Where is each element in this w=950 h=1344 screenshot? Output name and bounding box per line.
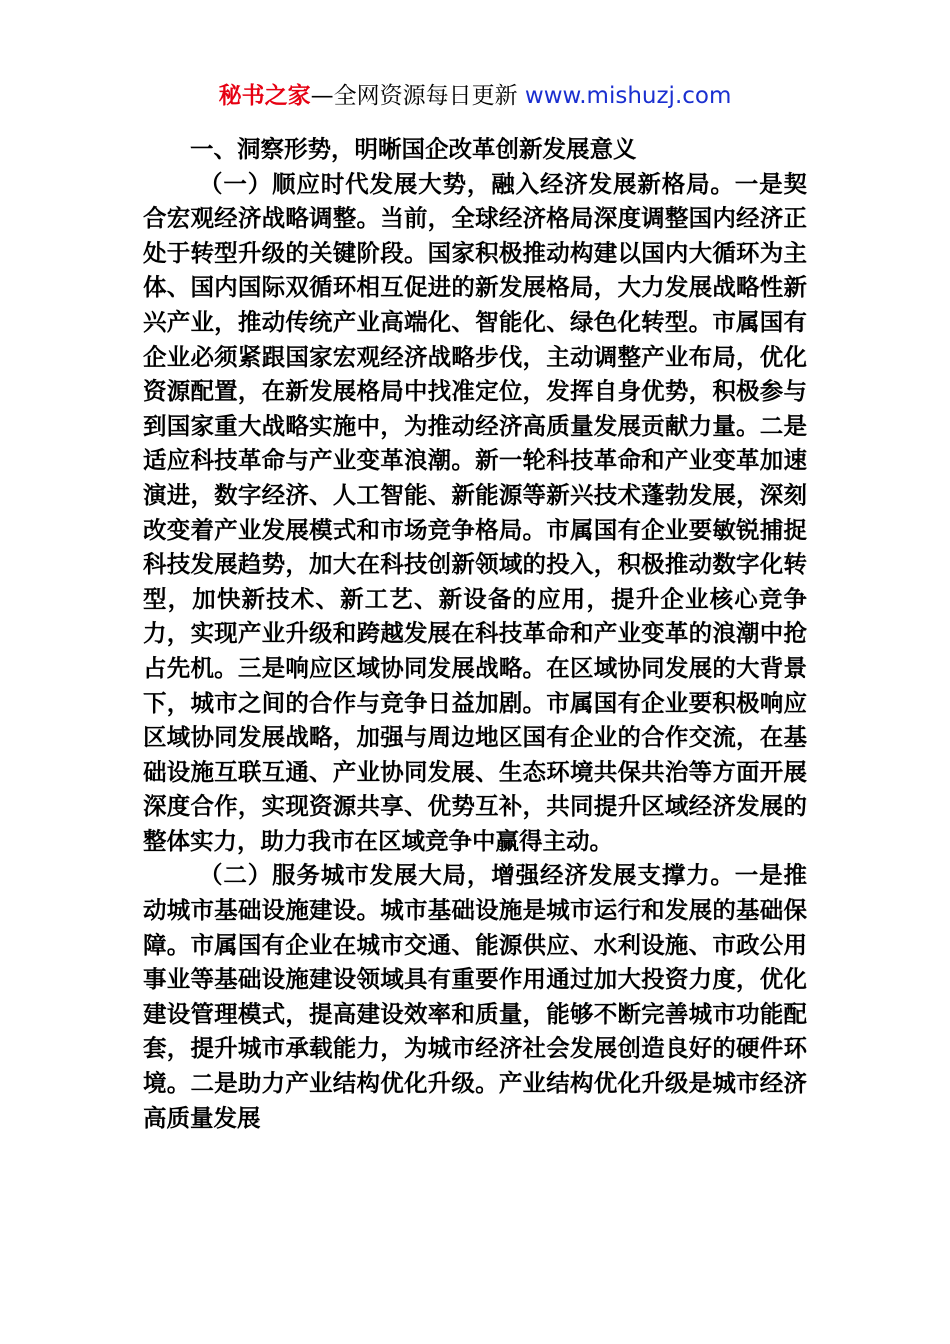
- site-header: [0, 80, 950, 112]
- header-tagline: 全网资源每日更新: [333, 83, 518, 109]
- paragraph-1: （一）顺应时代发展大势，融入经济发展新格局。一是契合宏观经济战略调整。当前，全球经济格局深度调整国内经济正处于转型升级的关键阶段。国家积极推动构建以国内大循环为主体、国内国际双循环相互促进的新发展格局，大力发展战略性新兴产业，推动传统产业高端化、智能化、绿色化转型。市属国有企业必须紧跟国家宏观经济战略步伐，主动调整产业布局，优化资源配置，在新发展格局中找准定位，发挥自身优势，积极参与到国家重大战略实施中，为推动经济高质量发展贡献力量。二是适应科技革命与产业变革浪潮。新一轮科技革命和产业变革加速演进，数字经济、人工智能、新能源等新兴技术蓬勃发展，深刻改变着产业发展模式和市场竞争格局。市属国有企业要敏锐捕捉科技发展趋势，加大在科技创新领域的投入，积极推动数字化转型，加快新技术、新工艺、新设备的应用，提升企业核心竞争力，实现产业升级和跨越发展在科技革命和产业变革的浪潮中抢占先机。三是响应区域协同发展战略。在区域协同发展的大背景下，城市之间的合作与竞争日益加剧。市属国有企业要积极响应区域协同发展战略，加强与周边地区国有企业的合作交流，在基础设施互联互通、产业协同发展、生态环境共保共治等方面开展深度合作，实现资源共享、优势互补，共同提升区域经济发展的整体实力，助力我市在区域竞争中赢得主动。: [143, 169, 807, 855]
- brand-name: 秘书之家: [218, 83, 311, 109]
- header-separator: —: [310, 83, 334, 109]
- section-heading: 一、洞察形势，明晰国企改革创新发展意义: [190, 135, 637, 163]
- site-url-link[interactable]: www.mishuzj.com: [524, 83, 732, 109]
- paragraph-2: （二）服务城市发展大局，增强经济发展支撑力。一是推动城市基础设施建设。城市基础设施是城市运行和发展的基础保障。市属国有企业在城市交通、能源供应、水利设施、市政公用事业等基础设施建设领域具有重要作用通过加大投资力度，优化建设管理模式，提高建设效率和质量，能够不断完善城市功能配套，提升城市承载能力，为城市经济社会发展创造良好的硬件环境。二是助力产业结构优化升级。产业结构优化升级是城市经济高质量发展: [143, 861, 807, 1132]
- document-body: [143, 132, 807, 1135]
